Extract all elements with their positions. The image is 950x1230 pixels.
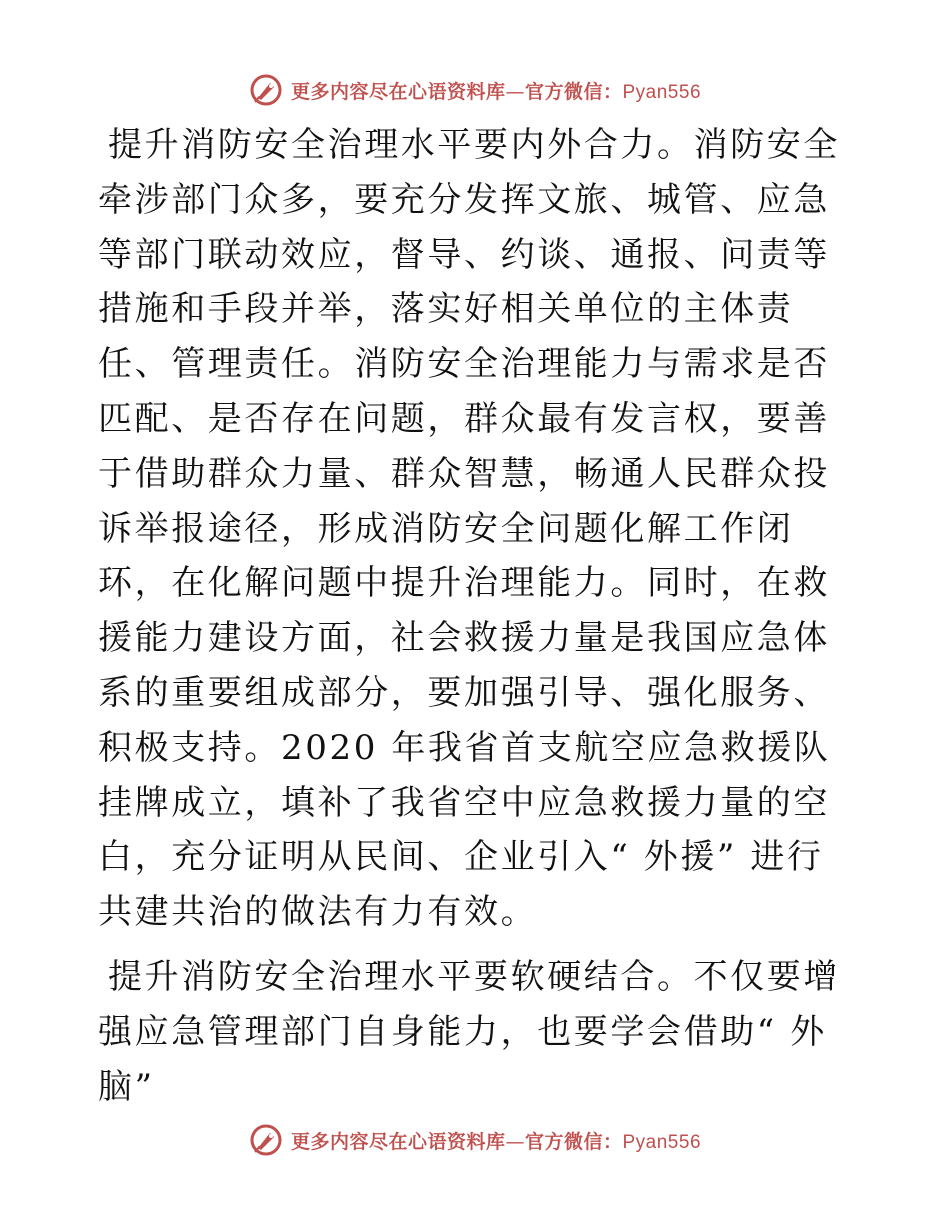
- watermark-site-text: 更多内容尽在心语资料库: [290, 1130, 506, 1153]
- footer-watermark: [0, 1120, 950, 1160]
- paragraph-soft-hard-combination: 提升消防安全治理水平要软硬结合。不仅要增强应急管理部门自身能力，也要学会借助“ 外脑”: [98, 956, 840, 1107]
- watermark-wechat-label: 官方微信：: [524, 1130, 623, 1153]
- watermark-wechat-label: 官方微信：: [524, 80, 623, 103]
- watermark-site-text: 更多内容尽在心语资料库: [290, 80, 506, 103]
- header-watermark: [0, 70, 950, 110]
- watermark-wechat-id: Pyan556: [622, 1131, 702, 1153]
- pen-nib-circle-icon: [249, 1123, 283, 1157]
- watermark-wechat-id: Pyan556: [622, 81, 702, 103]
- watermark-separator: —: [505, 80, 525, 103]
- pen-nib-circle-icon: [249, 73, 283, 107]
- watermark-text: [291, 77, 701, 104]
- document-body: [98, 118, 850, 1114]
- watermark-text: [291, 1127, 701, 1154]
- watermark-separator: —: [505, 1130, 525, 1153]
- paragraph-internal-external-cooperation: 提升消防安全治理水平要内外合力。消防安全牵涉部门众多，要充分发挥文旅、城管、应急等部门联动效应，督导、约谈、通报、问责等措施和手段并举，落实好相关单位的主体责任、管理责任。消防安全治理能力与需求是否匹配、是否存在问题，群众最有发言权，要善于借助群众力量、群众智慧，畅通人民群众投诉举报途径，形成消防安全问题化解工作闭环，在化解问题中提升治理能力。同时，在救援能力建设方面，社会救援力量是我国应急体系的重要组成部分，要加强引导、强化服务、积极支持。2020 年我省首支航空应急救援队挂牌成立，填补了我省空中应急救援力量的空白，充分证明从民间、企业引入“ 外援” 进行共建共治的做法有力有效。: [98, 125, 840, 933]
